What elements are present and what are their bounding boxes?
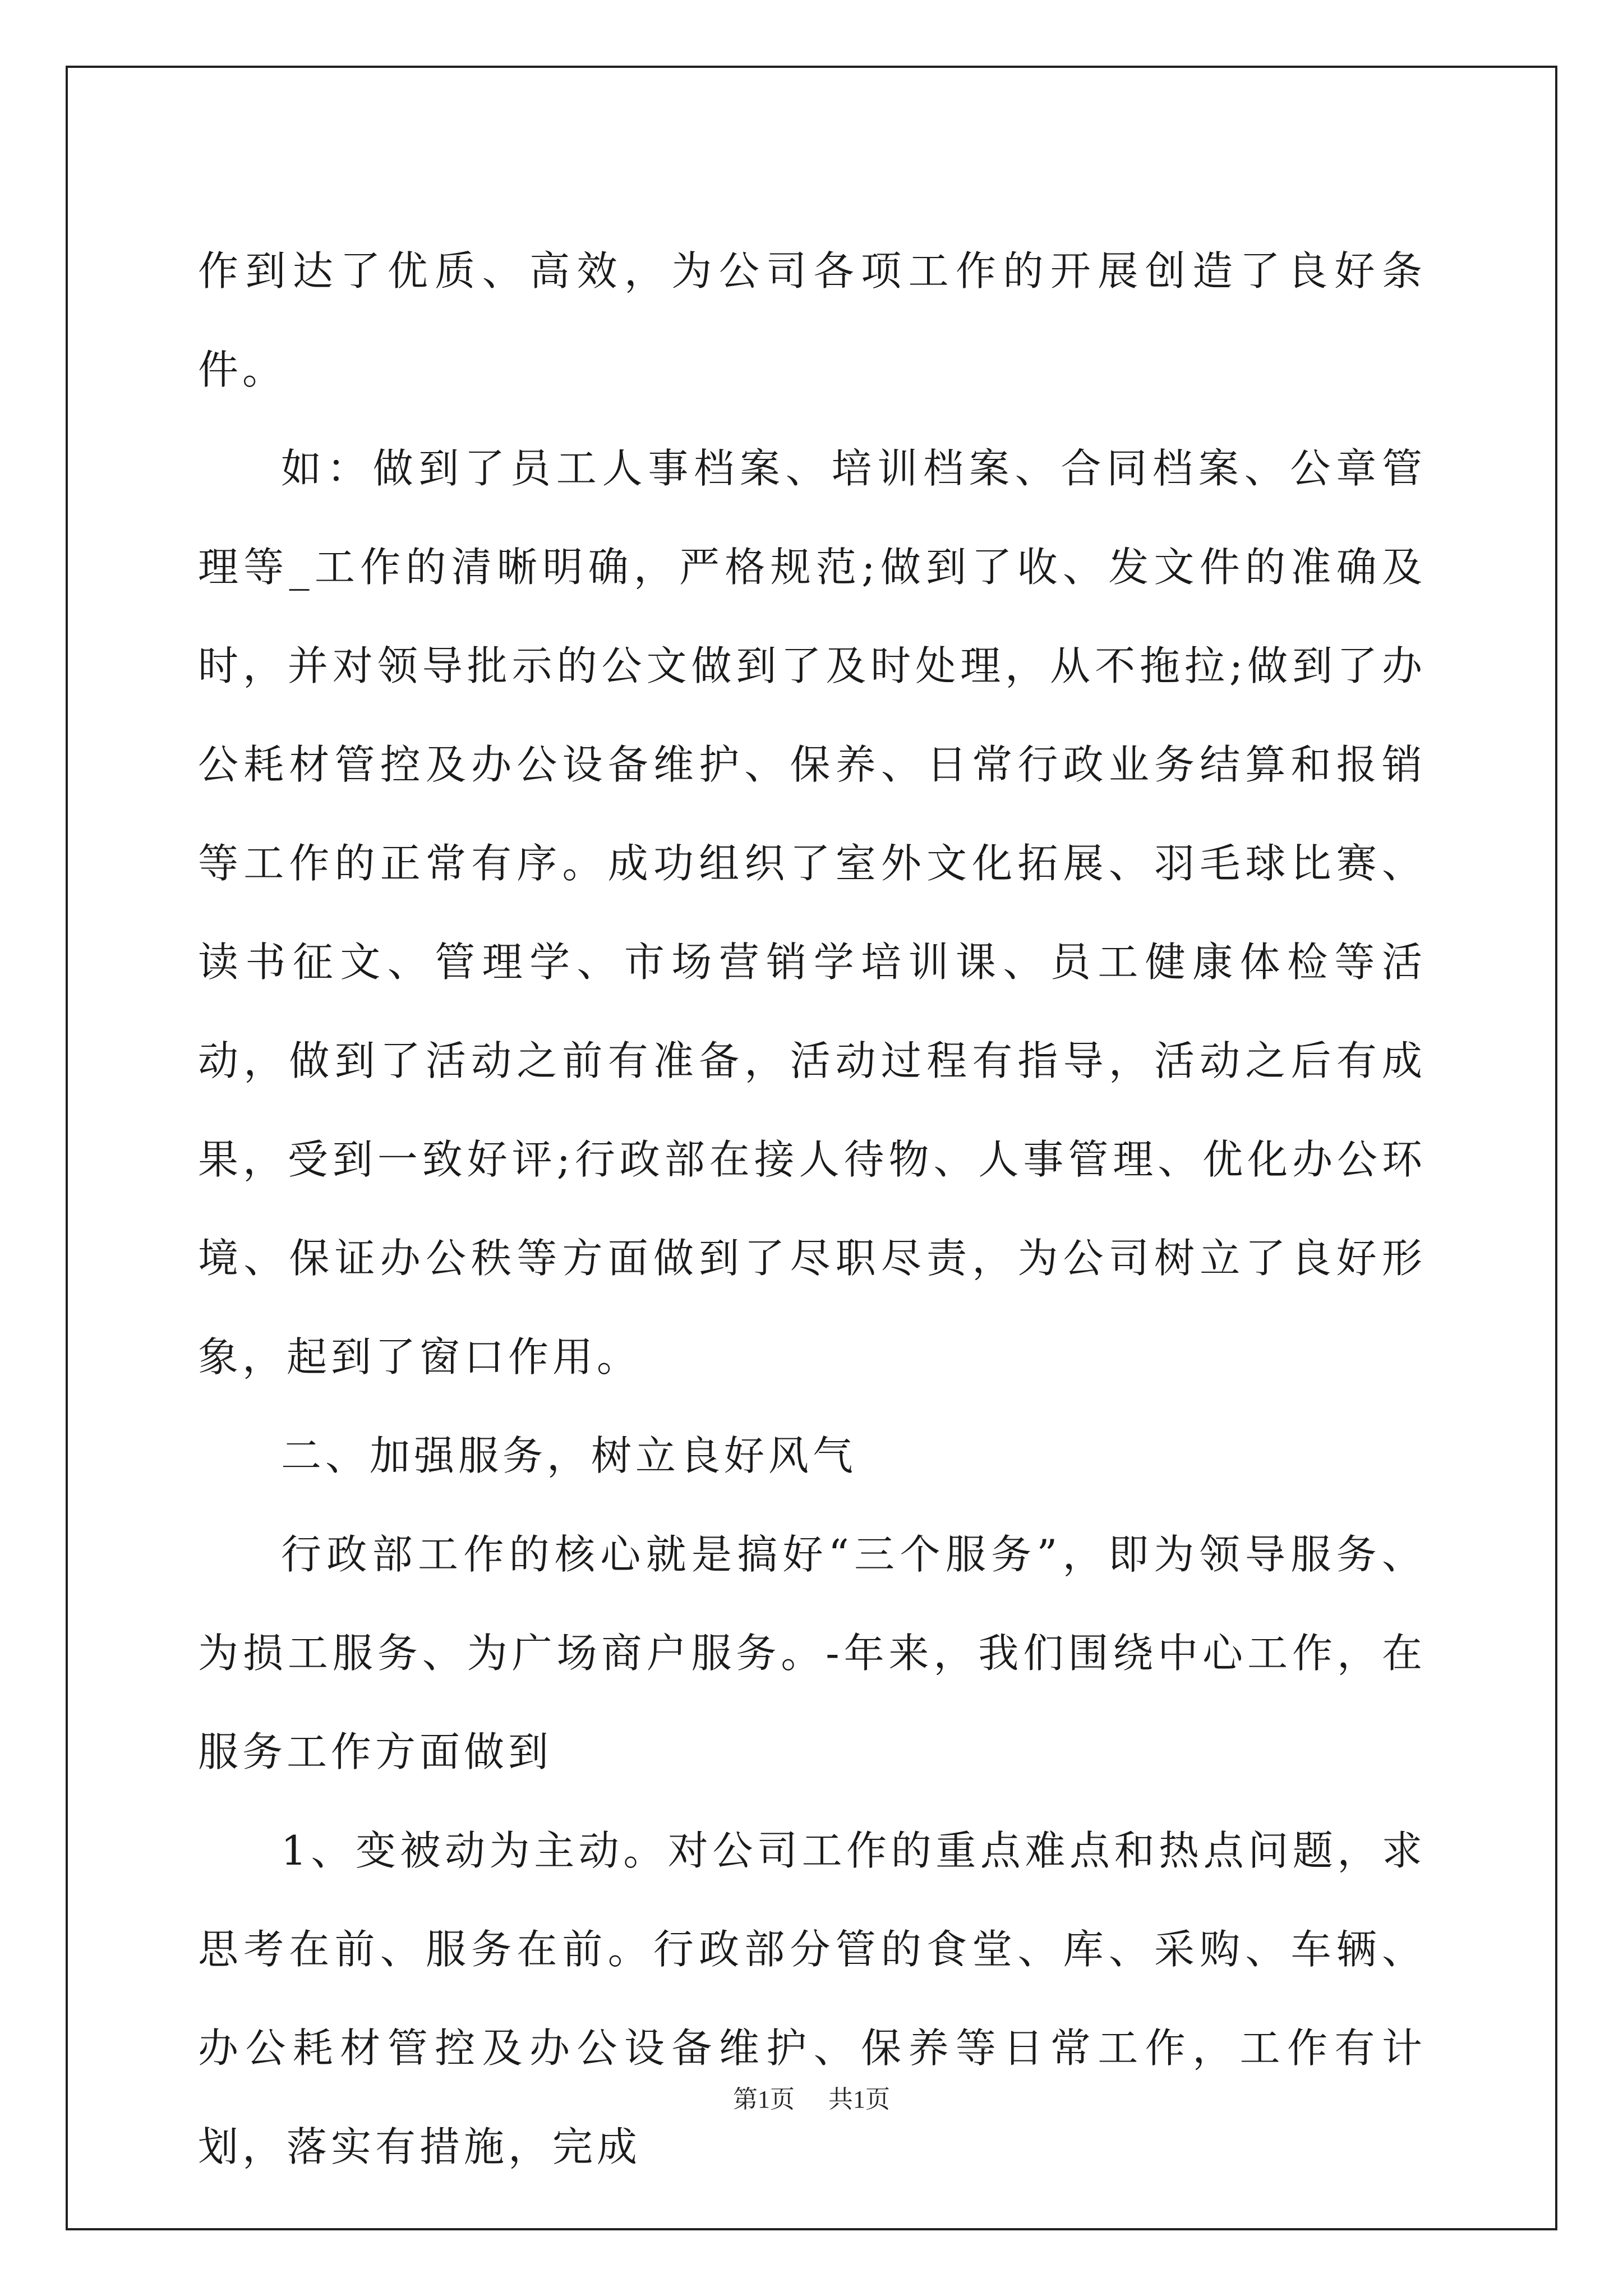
page-number: 第1页 bbox=[733, 2086, 795, 2113]
page-total: 共1页 bbox=[828, 2086, 890, 2113]
paragraph: 行政部工作的核心就是搞好“三个服务”，即为领导服务、为损工服务、为广场商户服务。-年来，我们围绕中心工作，在服务工作方面做到 bbox=[198, 1531, 1426, 1775]
page-footer bbox=[0, 2079, 1623, 2115]
paragraph: 作到达了优质、高效，为公司各项工作的开展创造了良好条件。 bbox=[198, 247, 1426, 393]
paragraph: 如：做到了员工人事档案、培训档案、合同档案、公章管理等_工作的清晰明确，严格规范;做到了收、发文件的准确及时，并对领导批示的公文做到了及时处理，从不拖拉;做到了办公耗材管控及办公设备维护、保养、日常行政业务结算和报销等工作的正常有序。成功组织了室外文化拓展、羽毛球比赛、读书征文、管理学、市场营销学培训课、员工健康体检等活动，做到了活动之前有准备，活动过程有指导，活动之后有成果，受到一致好评;行政部在接人待物、人事管理、优化办公环境、保证办公秩等方面做到了尽职尽责，为公司树立了良好形象，起到了窗口作用。 bbox=[198, 445, 1426, 1381]
section-heading: 二、加强服务，树立良好风气 bbox=[281, 1432, 857, 1479]
paragraph: 1、变被动为主动。对公司工作的重点难点和热点问题，求思考在前、服务在前。行政部分管的食堂、库、采购、车辆、办公耗材管控及办公设备维护、保养等日常工作，工作有计划，落实有措施，完成 bbox=[198, 1827, 1426, 2170]
document-body bbox=[198, 222, 1426, 2196]
